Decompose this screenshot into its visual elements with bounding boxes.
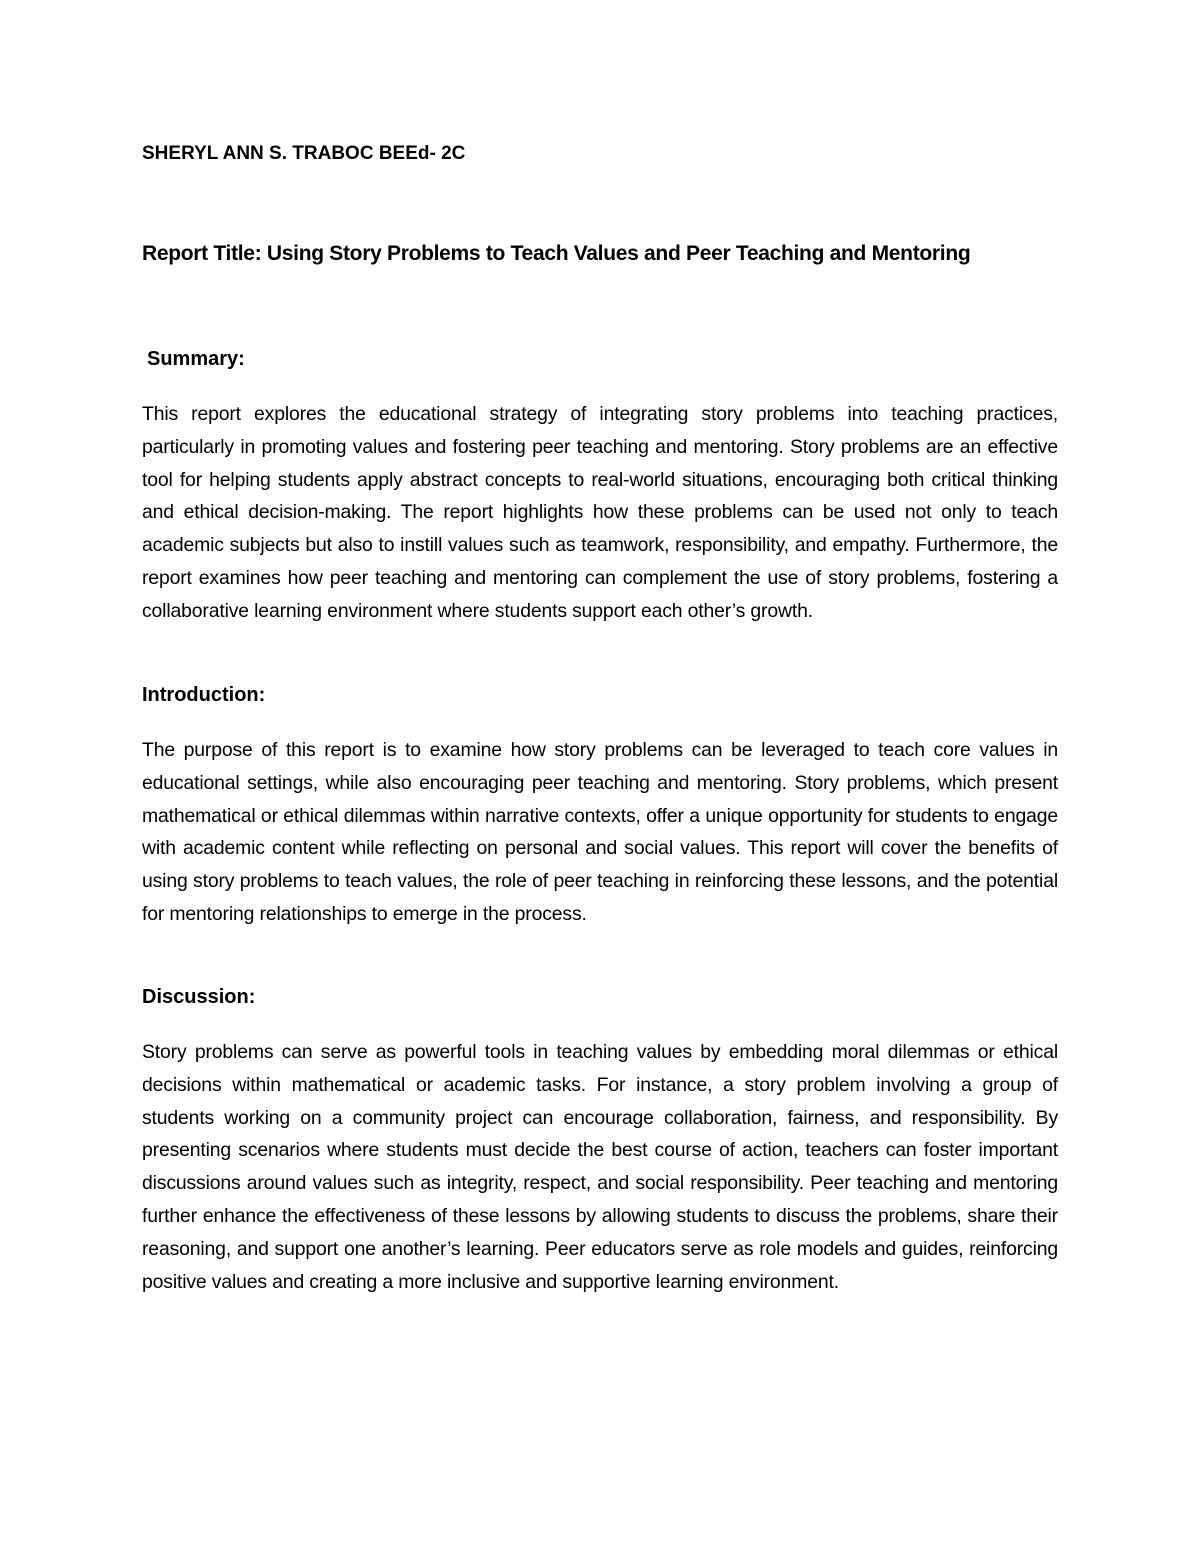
summary-paragraph: This report explores the educational strategy of integrating story problems into teaching practices, particularly in promoting values and fostering peer teaching and mentoring. Story problems are an effective tool for helping students apply abstract concepts to real-world situations, encouraging both critical thinking and ethical decision-making. The report highlights how these problems can be used not only to teach academic subjects but also to instill values such as teamwork, responsibility, and empathy. Furthermore, the report examines how peer teaching and mentoring can complement the use of story problems, fostering a collaborative learning environment where students support each other’s growth. bbox=[142, 403, 1058, 622]
report-title: Report Title: Using Story Problems to Teach Values and Peer Teaching and Mentoring bbox=[142, 242, 971, 265]
introduction-paragraph: The purpose of this report is to examine how story problems can be leveraged to teach core values in educational settings, while also encouraging peer teaching and mentoring. Story problems, which present mathematical or ethical dilemmas within narrative contexts, offer a unique opportunity for students to engage with academic content while reflecting on personal and social values. This report will cover the benefits of using story problems to teach values, the role of peer teaching in reinforcing these lessons, and the potential for mentoring relationships to emerge in the process. bbox=[142, 739, 1058, 925]
summary-heading: Summary: bbox=[147, 348, 245, 370]
introduction-heading: Introduction: bbox=[142, 684, 266, 706]
discussion-heading: Discussion: bbox=[142, 986, 256, 1008]
author-line: SHERYL ANN S. TRABOC BEEd- 2C bbox=[142, 143, 466, 164]
discussion-paragraph: Story problems can serve as powerful tools in teaching values by embedding moral dilemmas or ethical decisions within mathematical or academic tasks. For instance, a story problem involving a group of students working on a community project can encourage collaboration, fairness, and responsibility. By presenting scenarios where students must decide the best course of action, teachers can foster important discussions around values such as integrity, respect, and social responsibility. Peer teaching and mentoring further enhance the effectiveness of these lessons by allowing students to discuss the problems, share their reasoning, and support one another’s learning. Peer educators serve as role models and guides, reinforcing positive values and creating a more inclusive and supportive learning environment. bbox=[142, 1041, 1058, 1293]
